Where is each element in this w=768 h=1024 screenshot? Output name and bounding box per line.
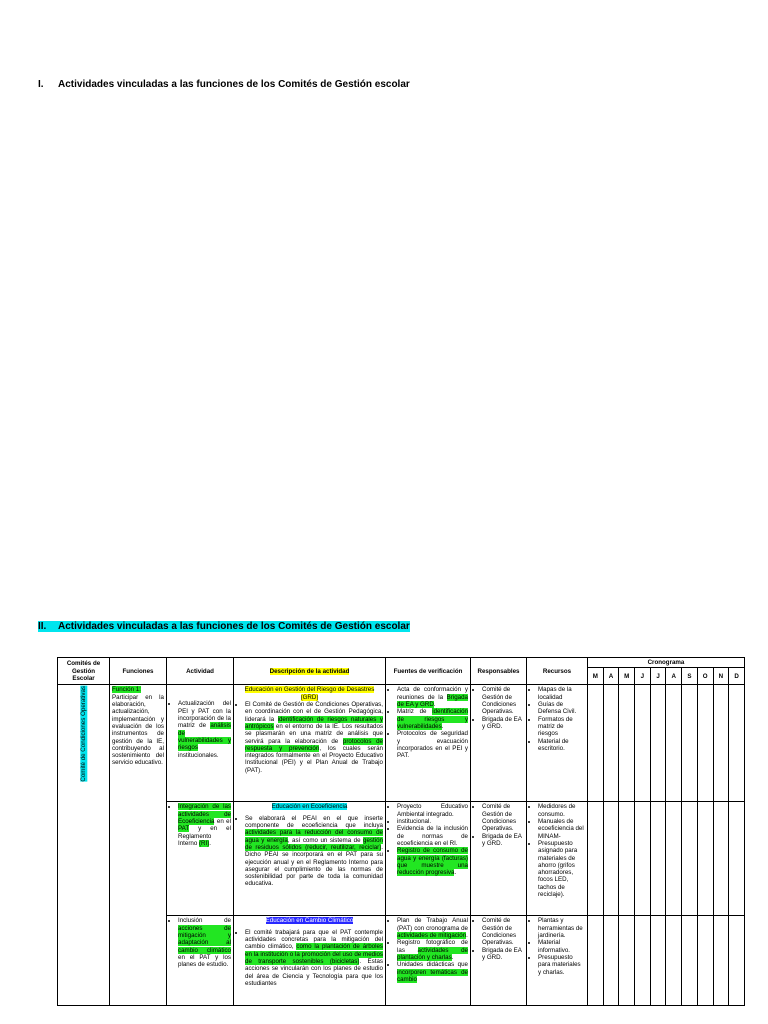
header-descripcion: Descripción de la actividad [234,658,386,685]
activities-table [57,657,745,1006]
cron-cell [666,685,682,802]
section-2-heading [38,621,410,632]
cron-cell [603,916,619,1006]
cron-cell [603,802,619,916]
cron-cell [682,802,698,916]
month-3: M [619,668,635,685]
month-9: N [713,668,729,685]
month-2: A [603,668,619,685]
section-1-title: Actividades vinculadas a las funciones de los Comités de Gestión escolar [58,79,410,90]
cron-cell [713,802,729,916]
recursos-2: • Medidores de consumo. • Manuales de ecoeficiencia del MINAM- • Presupuesto asignado para materiales de ahorro (grifos ahorradores, focos LED, tachos de reciclaje). [527,802,588,916]
month-6: A [666,668,682,685]
actividad-3: • Inclusión de acciones de mitigación y adaptación al cambio climático en el PAT y los planes de estudio. [167,916,234,1006]
section-2-title: Actividades vinculadas a las funciones de los Comités de Gestión escolar [58,621,410,632]
descripcion-3: Educación en Cambio Climático • El comité trabajará para que el PAT contemple actividades concretas para la mitigación del cambio climático, como la plantación de árboles en la institución o la promoción del uso de medios de transporte sostenibles (bicicletas). Estas acciones se vincularán con los planes de estudio del área de Ciencia y Tecnología para que los estudiantes [234,916,386,1006]
cron-cell [666,916,682,1006]
month-5: J [650,668,666,685]
cron-cell [697,916,713,1006]
cron-cell [619,685,635,802]
section-2-number: II. [38,621,47,632]
cron-cell [713,685,729,802]
cron-cell [650,916,666,1006]
cron-cell [588,916,604,1006]
header-actividad: Actividad [167,658,234,685]
table-row [58,685,745,802]
recursos-3: • Plantas y herramientas de jardinería. • Material informativo. • Presupuesto para materiales y charlas. [527,916,588,1006]
cron-cell [682,916,698,1006]
actividad-2: • Integración de las actividades de Ecoeficiencia en el PAT y en el Reglamento Interno (RI). [167,802,234,916]
header-recursos: Recursos [527,658,588,685]
descripcion-2-title: Educación en Ecoeficiencia [271,803,348,811]
month-8: O [697,668,713,685]
cron-cell [682,685,698,802]
header-responsables: Responsables [471,658,527,685]
responsables-3: • Comité de Gestión de Condiciones Operativas. • Brigada de EA y GRD. [471,916,527,1006]
cron-cell [619,916,635,1006]
cron-cell [635,916,651,1006]
descripcion-1: Educación en Gestión del Riesgo de Desastres (GRD) • El Comité de Gestión de Condiciones Operativas, en coordinación con el de Gestión Pedagógica, liderará la identificación de riesgos naturales y antrópicos en el entorno de la IE. Los resultados se plasmarán en una matriz de análisis que servirá para la elaboración de protocolos de respuesta y prevención, los cuales serán integrados formalmente en el Proyecto Educativo Institucional (PEI) y el Plan Anual de Trabajo (PAT). [234,685,386,802]
cron-cell [729,802,745,916]
cron-cell [729,685,745,802]
cron-cell [588,802,604,916]
cron-cell [729,916,745,1006]
cron-cell [635,802,651,916]
responsables-1: • Comité de Gestión de Condiciones Operativas. • Brigada de EA y GRD. [471,685,527,802]
cron-cell [697,802,713,916]
header-comites: Comités de Gestión Escolar [58,658,110,685]
cron-cell [650,802,666,916]
section-1-heading [38,79,410,90]
month-10: D [729,668,745,685]
responsables-2: • Comité de Gestión de Condiciones Operativas. • Brigada de EA y GRD. [471,802,527,916]
descripcion-1-title: Educación en Gestión del Riesgo de Desastres (GRD) [244,686,375,701]
month-4: J [635,668,651,685]
actividad-1: • Actualización del PEI y PAT con la incorporación de la matriz de análisis de vulnerabilidades y riesgos institucionales. [167,685,234,802]
comite-label: Comité de Condiciones Operativas [79,686,87,782]
section-1-number: I. [38,79,44,90]
recursos-1: • Mapas de la localidad • Guías de Defensa Civil. • Formatos de matriz de riesgos • Material de escritorio. [527,685,588,802]
fuentes-3: • Plan de Trabajo Anual (PAT) con cronograma de actividades de mitigación. • Registro fotográfico de las actividades de plantación y charlas. • Unidades didácticas que incorporen temáticas de cambio [386,916,471,1006]
cron-cell [713,916,729,1006]
cron-cell [666,802,682,916]
descripcion-3-title: Educación en Cambio Climático [265,917,354,925]
descripcion-2: Educación en Ecoeficiencia • Se elaborará el PEAI en el que inserte componente de ecoeficiencia que incluya actividades para la reducción del consumo de agua y energía, así como un sistema de gestión de residuos sólidos (reducir, reutilizar, reciclar). Dicho PEAI se incorporará en el PAT para su ejecución anual y en el Reglamento Interno para asegurar el cumplimiento de las normas de sostenibilidad por parte de toda la comunidad educativa. [234,802,386,916]
funcion-cell [110,685,167,1006]
cron-cell [603,685,619,802]
funcion-label: Función 1: [112,686,141,694]
cron-cell [588,685,604,802]
month-1: M [588,668,604,685]
month-7: S [682,668,698,685]
cron-cell [635,685,651,802]
fuentes-2: • Proyecto Educativo Ambiental integrado. • institucional. • Evidencia de la inclusión de normas de ecoeficiencia en el RI. • Registro de consumo de agua y energía (facturas) que muestre una reducción progresiva. [386,802,471,916]
cron-cell [619,802,635,916]
cron-cell [697,685,713,802]
header-funciones: Funciones [110,658,167,685]
header-cronograma: Cronograma [588,658,745,668]
cron-cell [650,685,666,802]
fuentes-1: • Acta de conformación y reuniones de la Brigada de EA y GRD. • Matriz de identificación de riesgos y vulnerabilidades. • Protocolos de seguridad y evacuación incorporados en el PEI y PAT. [386,685,471,802]
comite-cell [58,685,110,1006]
funcion-text: Participar en la elaboración, actualización, implementación y evaluación de los instrumentos de gestión de la IE, contribuyendo al sostenimiento del servicio educativo. [112,693,164,767]
header-fuentes: Fuentes de verificación [386,658,471,685]
